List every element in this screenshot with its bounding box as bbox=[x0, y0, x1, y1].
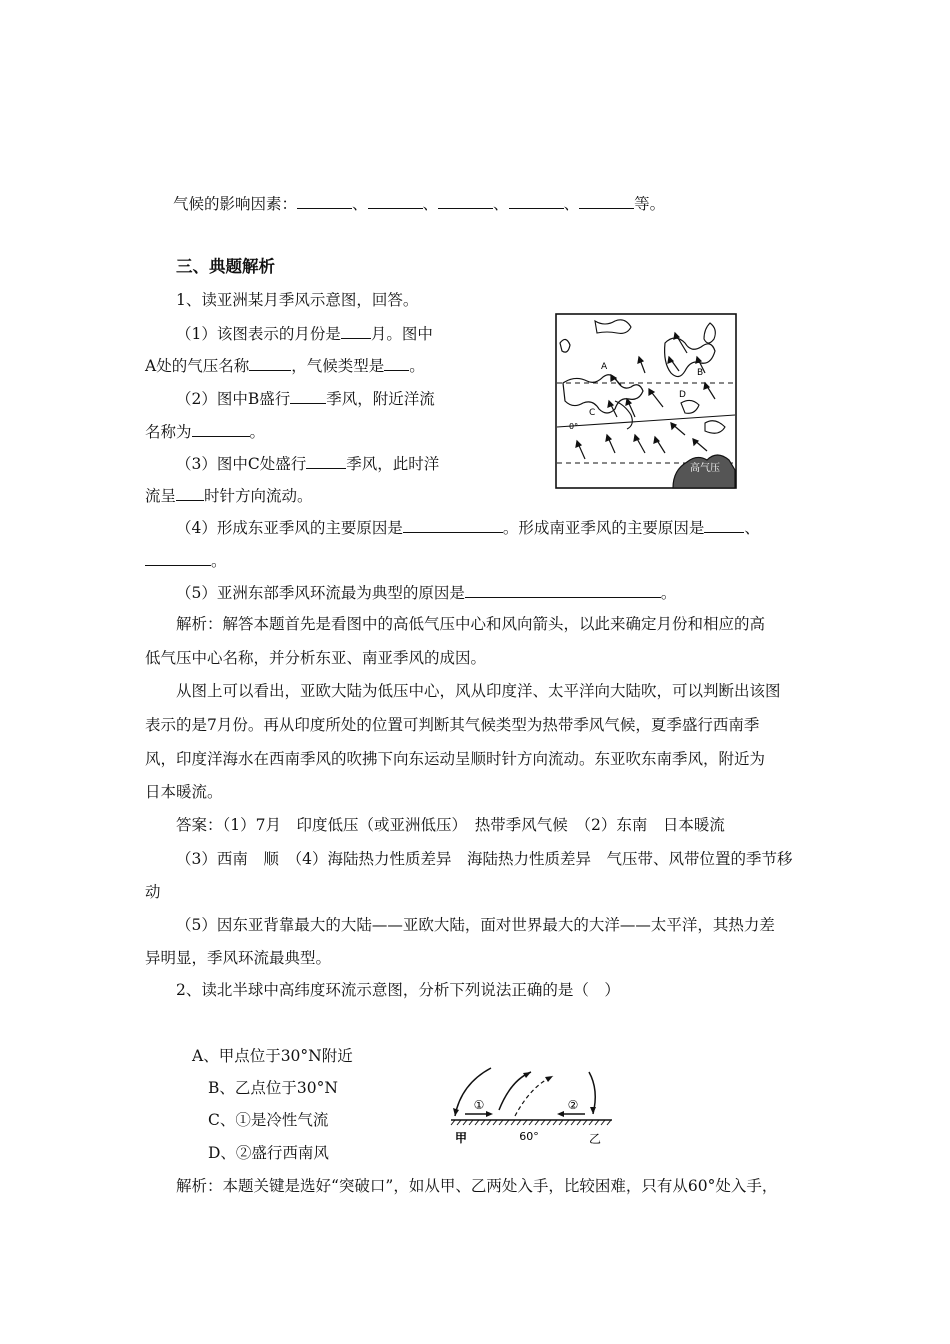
blank bbox=[297, 193, 352, 209]
map-label-d: D bbox=[679, 390, 686, 400]
blank bbox=[192, 421, 250, 437]
blank bbox=[145, 550, 211, 566]
blank bbox=[249, 355, 291, 371]
q1-answer-line4: （5）因东亚背靠最大的大陆——亚欧大陆，面对世界最大的大洋——太平洋，其热力差 bbox=[176, 916, 775, 934]
q2-stem: 2、读北半球中高纬度环流示意图，分析下列说法正确的是（ ） bbox=[176, 981, 620, 999]
blank bbox=[306, 453, 346, 469]
q1-analysis-line5: 风，印度洋海水在西南季风的吹拂下向东运动呈顺时针方向流动。东亚吹东南季风，附近为 bbox=[145, 750, 766, 768]
q1-answer-line3: 动 bbox=[145, 883, 161, 901]
map-label-a: A bbox=[601, 362, 608, 372]
blank bbox=[403, 517, 503, 533]
q2-analysis: 解析：本题关键是选好“突破口”，如从甲、乙两处入手，比较困难，只有从60°处入手， bbox=[176, 1177, 778, 1195]
q1-part3-line1: （3）图中C处盛行 季风，此时洋 bbox=[176, 455, 440, 473]
q1-part1-line1: （1）该图表示的月份是 月。图中 bbox=[176, 325, 433, 343]
q1-part4-line2: 。 bbox=[145, 550, 227, 571]
circulation-diagram bbox=[447, 1062, 617, 1148]
map-label-equator: 0° bbox=[569, 422, 579, 431]
blank bbox=[704, 517, 744, 533]
q1-part4-line1: （4）形成东亚季风的主要原因是 。形成南亚季风的主要原因是 、 bbox=[176, 519, 760, 537]
blank bbox=[438, 193, 493, 209]
q1-part3-line2: 流呈 时针方向流动。 bbox=[145, 487, 313, 505]
diagram-label-2: ② bbox=[567, 1098, 579, 1112]
blank bbox=[176, 485, 204, 501]
blank bbox=[368, 193, 423, 209]
diagram-label-1: ① bbox=[473, 1098, 485, 1112]
diagram-label-yi: 乙 bbox=[589, 1132, 602, 1146]
q1-answer-line5: 异明显，季风环流最典型。 bbox=[145, 949, 332, 967]
q1-answer-line1: 答案：（1）7月 印度低压（或亚洲低压） 热带季风气候 （2）东南 日本暖流 bbox=[176, 816, 725, 834]
q2-option-c: C、①是冷性气流 bbox=[208, 1111, 329, 1129]
blank bbox=[465, 582, 661, 598]
q1-analysis-line4: 表示的是7月份。再从印度所处的位置可判断其气候类型为热带季风气候，夏季盛行西南季 bbox=[145, 716, 760, 734]
q2-option-a: A、甲点位于30°N附近 bbox=[192, 1047, 353, 1065]
q1-part2-line2: 名称为 。 bbox=[145, 423, 266, 441]
q1-part2-line1: （2）图中B盛行 季风，附近洋流 bbox=[176, 390, 435, 408]
diagram-label-jia: 甲 bbox=[455, 1131, 468, 1145]
q1-part5: （5）亚洲东部季风环流最为典型的原因是 。 bbox=[176, 584, 677, 602]
q2-option-b: B、乙点位于30°N bbox=[208, 1079, 338, 1097]
q1-analysis-line2: 低气压中心名称，并分析东亚、南亚季风的成因。 bbox=[145, 649, 487, 667]
diagram-label-60: 60° bbox=[519, 1130, 539, 1143]
section-title: 三、典题解析 bbox=[176, 257, 275, 276]
q1-answer-line2: （3）西南 顺 （4）海陆热力性质差异 海陆热力性质差异 气压带、风带位置的季节移 bbox=[176, 850, 793, 868]
q1-stem: 1、读亚洲某月季风示意图，回答。 bbox=[176, 291, 419, 309]
blank bbox=[384, 355, 409, 371]
map-label-c: C bbox=[589, 408, 596, 418]
blank bbox=[290, 388, 326, 404]
q1-part1-line2: A处的气压名称 ，气候类型是 。 bbox=[145, 357, 425, 375]
blank bbox=[341, 323, 371, 339]
map-label-b: B bbox=[697, 368, 704, 378]
q1-analysis-line1: 解析：解答本题首先是看图中的高低气压中心和风向箭头，以此来确定月份和相应的高 bbox=[176, 615, 766, 633]
map-label-high: 高气压 bbox=[690, 463, 720, 474]
q1-analysis-line6: 日本暖流。 bbox=[145, 783, 223, 801]
climate-factors-line: 气候的影响因素： 、 、 、 、 等。 bbox=[173, 195, 666, 213]
asia-monsoon-map bbox=[555, 313, 737, 489]
q2-option-d: D、②盛行西南风 bbox=[208, 1144, 329, 1162]
blank bbox=[579, 193, 634, 209]
q1-analysis-line3: 从图上可以看出，亚欧大陆为低压中心，风从印度洋、太平洋向大陆吹，可以判断出该图 bbox=[176, 682, 781, 700]
blank bbox=[509, 193, 564, 209]
